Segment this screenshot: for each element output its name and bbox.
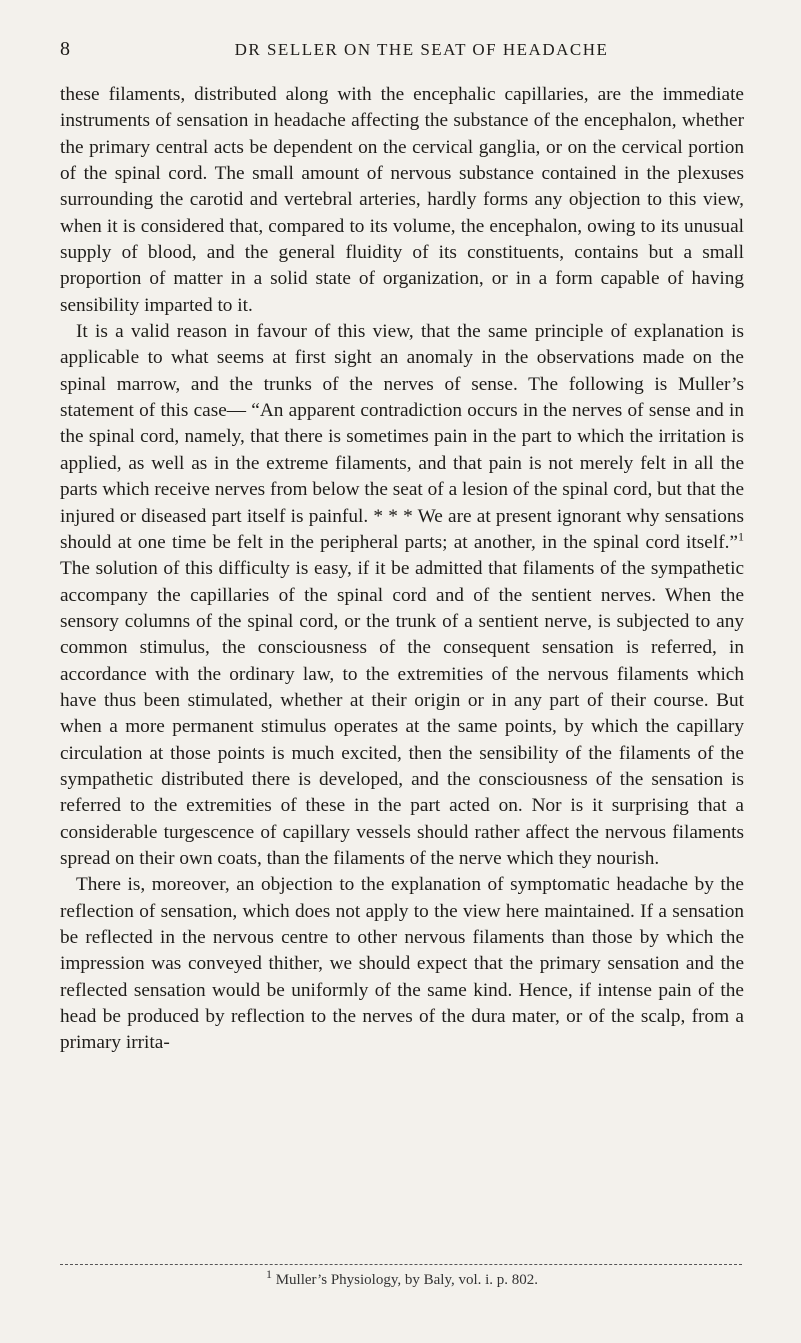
paragraph-1: these filaments, distributed along with the encephalic capillaries, are the immediate instruments of sensation in headache affecting the substance of the encephalon, whether the primary central acts be dependent on the cervical ganglia, or on the cervical portion of the spinal cord. The small amount of nervous substance contained in the plexuses surrounding the carotid and vertebral arteries, hardly forms any objection to this view, when it is considered that, compared to its volume, the encephalon, owing to its unusual supply of blood, and the general fluidity of its constituents, contains but a small proportion of matter in a solid state of organization, or in a form capable of having sensibility imparted to it. bbox=[60, 84, 744, 316]
body-text bbox=[60, 82, 744, 1057]
footnote-reference: 1 bbox=[738, 529, 744, 544]
page-header bbox=[60, 38, 743, 62]
page-number: 8 bbox=[60, 38, 71, 60]
paragraph-2-continuation: The solution of this difficulty is easy, if it be admitted that filaments of the sympathetic accompany the capillaries of the spinal cord and of the sentient nerves. When the sensory columns of the spinal cord, or the trunk of a sentient nerve, is subjected to any common stimulus, the consciousness of the consequent sensation is referred, in accordance with the ordinary law, to the extremities of the nervous filaments which have thus been stimulated, whether at their origin or in any part of their course. But when a more permanent stimulus operates at the same points, by which the capillary circulation at those points is much excited, then the sensibility of the filaments of the sympathetic distributed there is developed, and the consciousness of the sensation is referred to the extremities of these in the part acted on. Nor is it surprising that a considerable turgescence of capillary vessels should rather affect the nervous filaments spread on their own coats, than the filaments of the nerve which they nourish. bbox=[60, 558, 744, 869]
footnote bbox=[60, 1267, 744, 1289]
paragraph-3: There is, moreover, an objection to the explanation of symptomatic headache by the reflection of sensation, which does not apply to the view here maintained. If a sensation be reflected in the nervous centre to other nervous filaments than those by which the impression was conveyed thither, we should expect that the primary sensation and the reflected sensation would be uniformly of the same kind. Hence, if intense pain of the head be produced by reflection to the nerves of the dura mater, or of the scalp, from a primary irrita- bbox=[60, 874, 744, 1054]
paragraph-2-quote: It is a valid reason in favour of this view, that the same principle of explanation is applicable to what seems at first sight an anomaly in the observations made on the spinal marrow, and the trunks of the nerves of sense. The following is Muller’s statement of this case— “An apparent contradiction occurs in the nerves of sense and in the spinal cord, namely, that there is sometimes pain in the part to which the irritation is applied, as well as in the extreme filaments, and that pain is not merely felt in all the parts which receive nerves from below the seat of a lesion of the spinal cord, but that the injured or diseased part itself is painful. * * * We are at present ignorant why sensations should at one time be felt in the peripheral parts; at another, in the spinal cord itself.” bbox=[60, 321, 744, 553]
running-head: DR SELLER ON THE SEAT OF HEADACHE bbox=[234, 40, 609, 59]
footnote-divider bbox=[60, 1264, 742, 1265]
footnote-mark: 1 bbox=[265, 1267, 272, 1281]
footnote-text: Muller’s Physiology, by Baly, vol. i. p. 802. bbox=[271, 1272, 539, 1288]
paragraph-2 bbox=[60, 319, 744, 872]
